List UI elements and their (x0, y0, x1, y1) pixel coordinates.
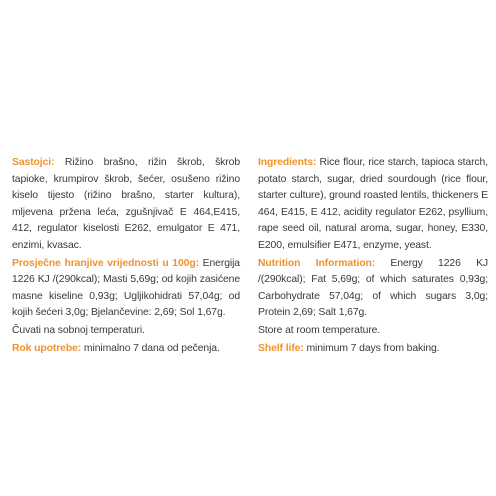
label-column-english (258, 155, 488, 358)
nutrition-label-hr: Prosječne hranjive vrijednosti u 100g: (12, 257, 199, 269)
ingredients-text-en: Rice flour, rice starch, tapioca starch, potato starch, sugar, dried sourdough (rice flour, starter culture), ground roasted lentils, thickeners E 464, E415, E 412, acidity regulator E262, psyllium, rape seed oil, natural aroma, sugar, honey, E330, E200, emulsifier E471, enzyme, yeast. (258, 157, 488, 251)
storage-text-en: Store at room temperature. (258, 324, 381, 336)
nutrition-paragraph-en (258, 256, 488, 322)
storage-paragraph-hr (12, 323, 240, 340)
ingredients-paragraph-hr (12, 155, 240, 255)
shelf-life-paragraph-en (258, 341, 488, 358)
nutrition-text-en: Energy 1226 KJ /(290kcal); Fat 5,69g; of which saturates 0,93g; Carbohydrate 57,04g; of which sugars 3,0g; Protein 2,69; Salt 1,67g. (258, 257, 489, 319)
storage-text-hr: Čuvati na sobnoj temperaturi. (12, 324, 145, 336)
shelf-life-paragraph-hr (12, 341, 240, 358)
shelf-life-label-en: Shelf life: (258, 342, 304, 354)
shelf-life-text-hr: minimalno 7 dana od pečenja. (81, 342, 220, 354)
nutrition-label-en: Nutrition Information: (258, 257, 376, 269)
shelf-life-text-en: minimum 7 days from baking. (303, 342, 440, 354)
nutrition-text-hr: Energija 1226 KJ /(290kcal); Masti 5,69g; od kojih zasićene masne kiseline 0,93g; Ugljikohidrati 57,04g; od kojih šećeri 3,0g; Bjelančevine: 2,69; Sol 1,67g. (12, 257, 240, 319)
nutrition-paragraph-hr (12, 256, 240, 322)
shelf-life-label-hr: Rok upotrebe: (12, 342, 82, 354)
ingredients-label-hr: Sastojci: (12, 157, 55, 168)
ingredients-text-hr: Rižino brašno, rižin škrob, škrob tapioke, krumpirov škrob, šećer, osušeno rižino kiselo tijesto (rižino brašno, starter kultura), mljevena pržena leća, zgušnjivač E 464,E415, 412, regulator kiselosti E262, emulgator E 471, enzimi, kvasac. (12, 157, 240, 251)
ingredients-label-en: Ingredients: (258, 157, 317, 168)
ingredients-paragraph-en (258, 155, 488, 255)
storage-paragraph-en (258, 323, 488, 340)
label-column-croatian (12, 155, 240, 358)
